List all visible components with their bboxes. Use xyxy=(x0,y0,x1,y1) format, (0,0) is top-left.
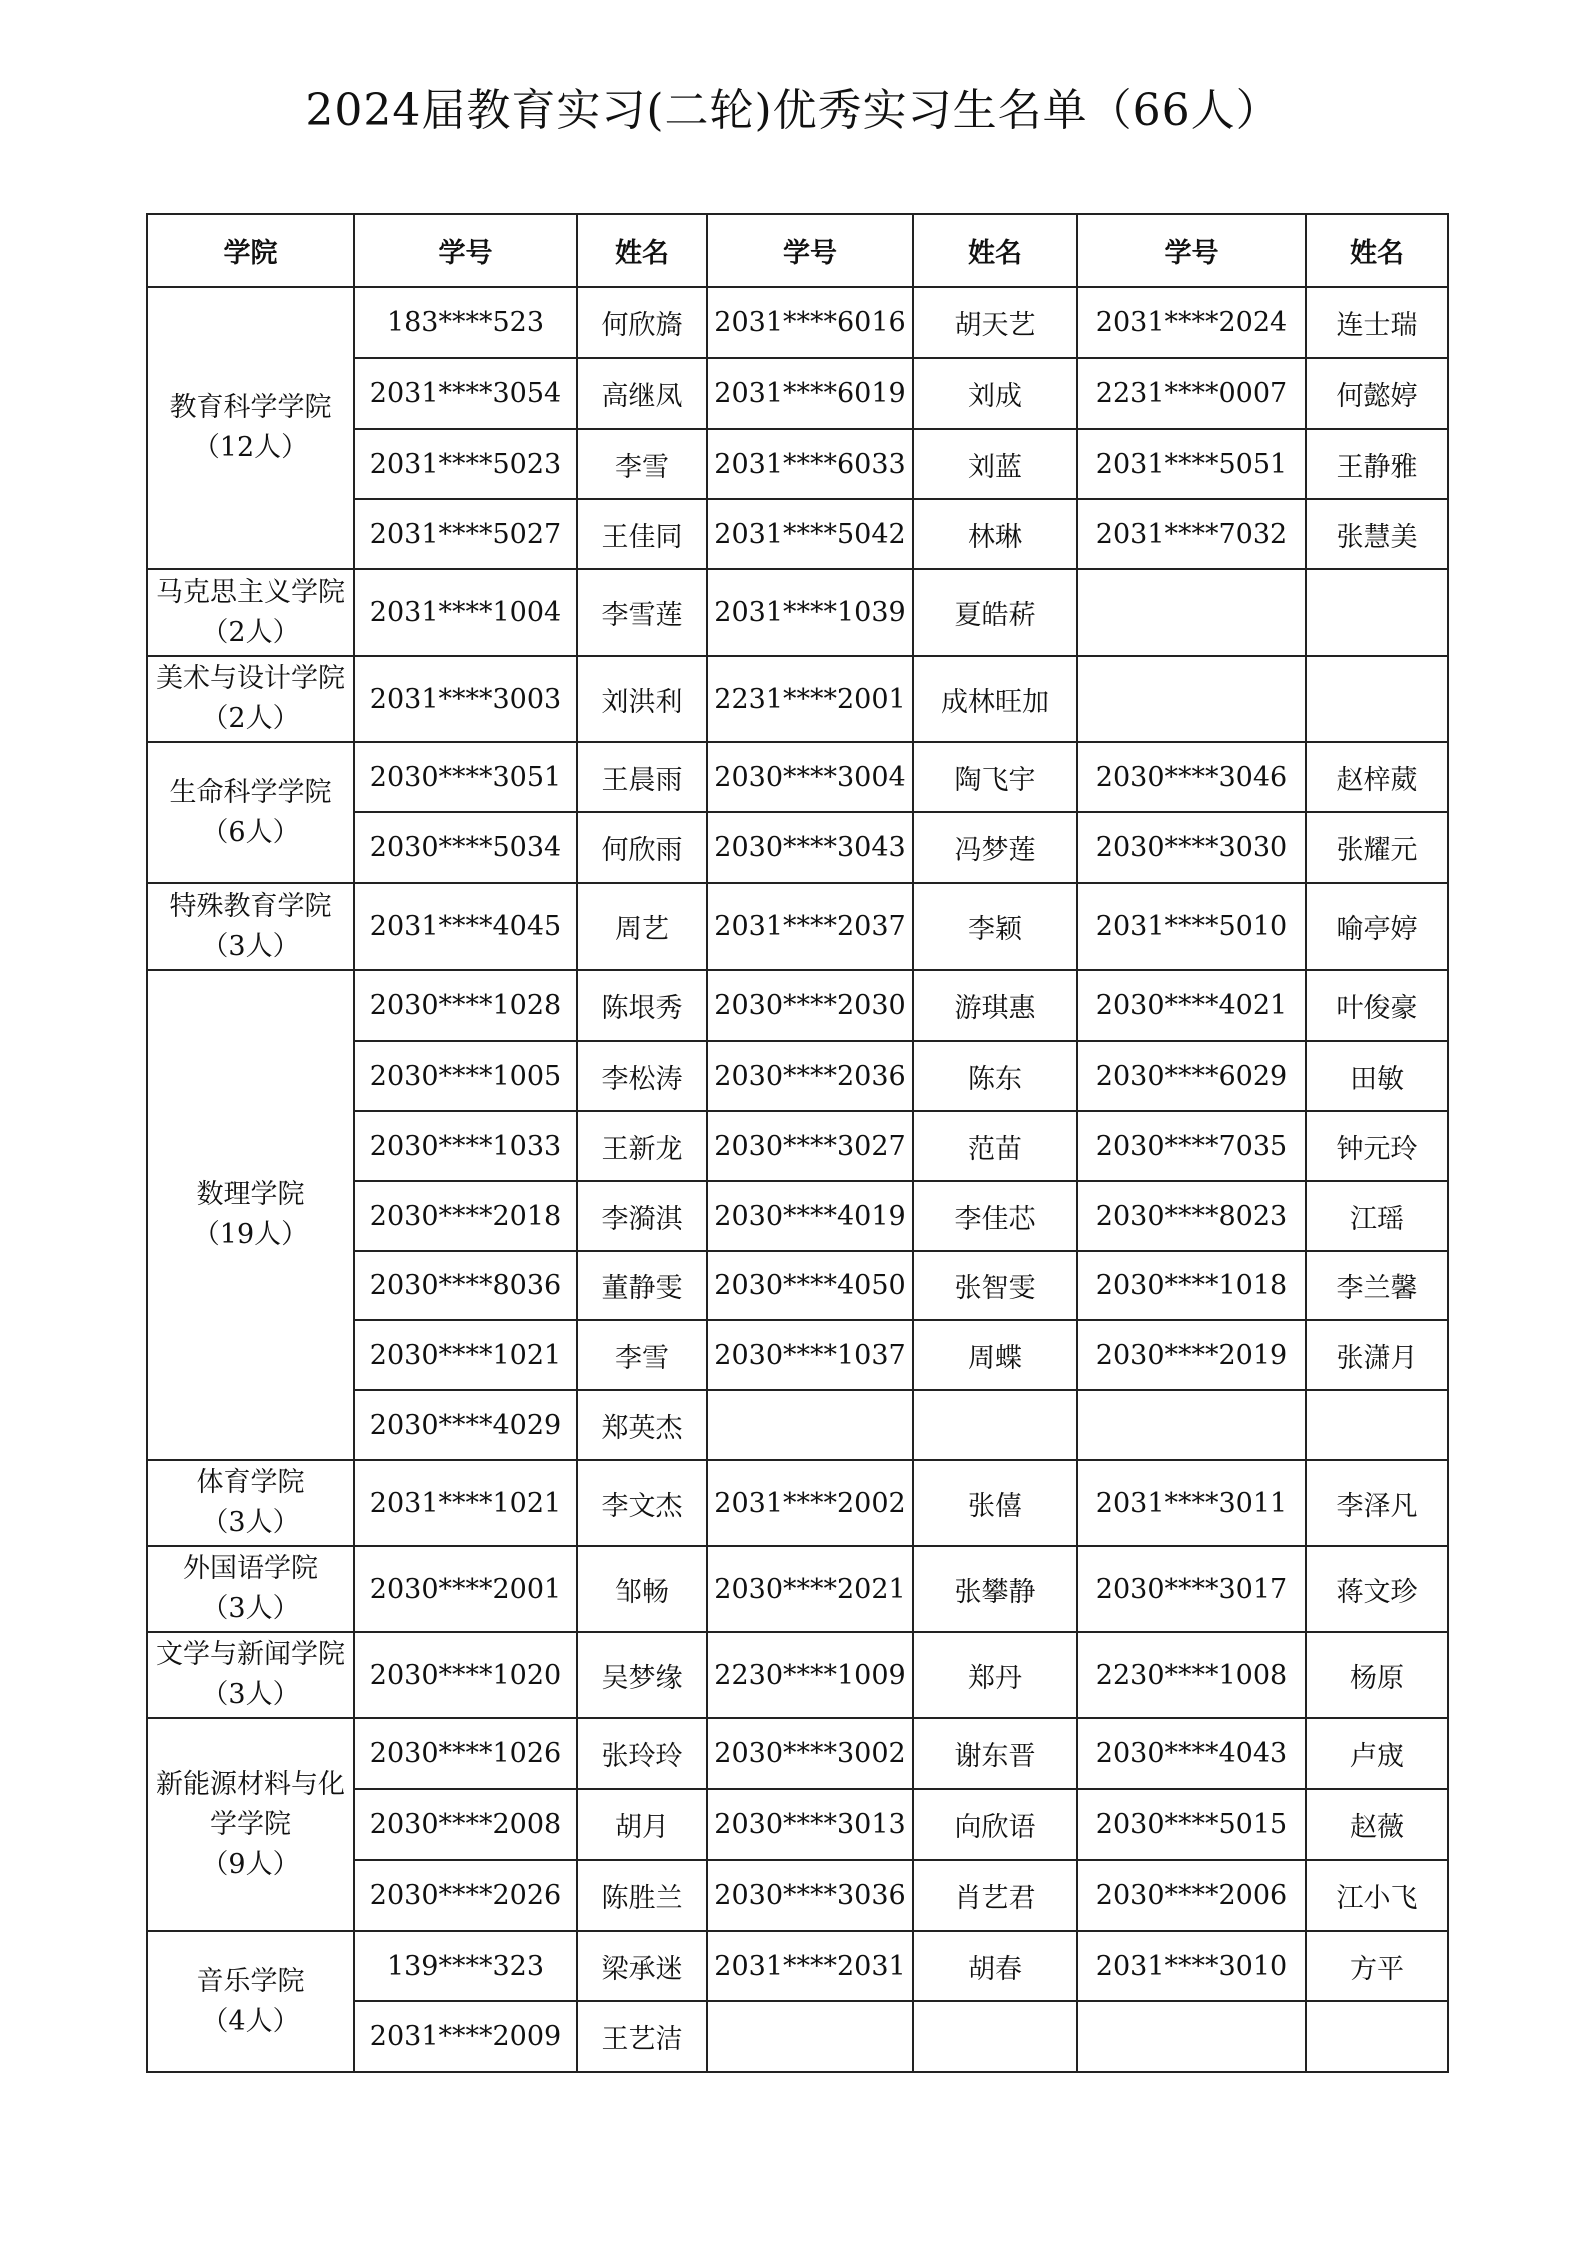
student-id-cell: 2030****1020 xyxy=(354,1632,577,1718)
student-name-cell: 高继凤 xyxy=(577,358,707,429)
student-id-cell: 2030****5015 xyxy=(1077,1789,1306,1860)
student-id-cell: 2230****1009 xyxy=(707,1632,913,1718)
student-name-cell: 王新龙 xyxy=(577,1111,707,1181)
student-id-cell: 2030****1037 xyxy=(707,1320,913,1390)
student-id-cell: 2030****1018 xyxy=(1077,1251,1306,1320)
college-cell xyxy=(147,1460,354,1546)
student-id-cell: 2231****2001 xyxy=(707,656,913,742)
student-name-cell: 冯梦莲 xyxy=(913,812,1077,883)
student-id-cell: 2030****2018 xyxy=(354,1181,577,1251)
college-cell xyxy=(147,1718,354,1931)
student-id-cell: 2030****3051 xyxy=(354,742,577,812)
student-name-cell: 郑英杰 xyxy=(577,1390,707,1460)
student-name-cell: 李漪淇 xyxy=(577,1181,707,1251)
college-name: 外国语学院 xyxy=(183,1553,318,1584)
college-name: 体育学院 xyxy=(196,1467,305,1498)
header-student-id: 学号 xyxy=(1077,214,1306,287)
student-id-cell: 2030****2006 xyxy=(1077,1860,1306,1931)
student-name-cell: 何懿婷 xyxy=(1306,358,1448,429)
student-name-cell: 刘洪利 xyxy=(577,656,707,742)
student-id-cell: 2030****3013 xyxy=(707,1789,913,1860)
student-name-cell: 陈垠秀 xyxy=(577,970,707,1041)
student-name-cell: 张僖 xyxy=(913,1460,1077,1546)
college-cell xyxy=(147,883,354,970)
student-id-cell: 2030****1021 xyxy=(354,1320,577,1390)
student-name-cell xyxy=(913,2001,1077,2072)
header-name: 姓名 xyxy=(913,214,1077,287)
college-name: 新能源材料与化学学院 xyxy=(156,1768,345,1840)
student-id-cell: 2030****3036 xyxy=(707,1860,913,1931)
student-name-cell: 范苗 xyxy=(913,1111,1077,1181)
student-id-cell: 2030****4019 xyxy=(707,1181,913,1251)
student-name-cell: 张玲玲 xyxy=(577,1718,707,1789)
college-count: （3人） xyxy=(201,1593,300,1624)
college-count: （12人） xyxy=(192,432,309,463)
student-id-cell xyxy=(1077,569,1306,656)
student-name-cell: 李雪 xyxy=(577,429,707,499)
student-name-cell: 李文杰 xyxy=(577,1460,707,1546)
student-name-cell: 张慧美 xyxy=(1306,499,1448,569)
student-name-cell: 李颖 xyxy=(913,883,1077,970)
student-id-cell: 2031****3003 xyxy=(354,656,577,742)
student-id-cell: 2030****3043 xyxy=(707,812,913,883)
college-name: 马克思主义学院 xyxy=(156,576,345,608)
student-name-cell: 陶飞宇 xyxy=(913,742,1077,812)
student-id-cell: 2031****5042 xyxy=(707,499,913,569)
college-cell xyxy=(147,287,354,569)
intern-roster-table xyxy=(146,213,1449,2073)
student-name-cell: 何欣雨 xyxy=(577,812,707,883)
header-name: 姓名 xyxy=(577,214,707,287)
student-id-cell: 2030****3004 xyxy=(707,742,913,812)
student-name-cell: 夏皓菥 xyxy=(913,569,1077,656)
table-header-row xyxy=(147,214,1448,287)
student-name-cell: 江瑶 xyxy=(1306,1181,1448,1251)
student-name-cell: 李松涛 xyxy=(577,1041,707,1111)
student-id-cell: 139****323 xyxy=(354,1931,577,2001)
student-name-cell: 田敏 xyxy=(1306,1041,1448,1111)
student-name-cell: 王佳同 xyxy=(577,499,707,569)
student-name-cell: 王艺洁 xyxy=(577,2001,707,2072)
table-row xyxy=(147,287,1448,358)
student-name-cell: 喻亭婷 xyxy=(1306,883,1448,970)
college-count: （3人） xyxy=(201,930,300,962)
student-name-cell: 李兰馨 xyxy=(1306,1251,1448,1320)
roster-body xyxy=(147,287,1448,2072)
header-student-id: 学号 xyxy=(354,214,577,287)
student-id-cell: 2030****2008 xyxy=(354,1789,577,1860)
student-id-cell: 2031****6033 xyxy=(707,429,913,499)
student-id-cell: 2030****3017 xyxy=(1077,1546,1306,1632)
student-id-cell xyxy=(1077,656,1306,742)
student-id-cell: 2031****1021 xyxy=(354,1460,577,1546)
student-name-cell: 梁承迷 xyxy=(577,1931,707,2001)
college-name: 文学与新闻学院 xyxy=(156,1639,345,1670)
student-id-cell: 2030****4043 xyxy=(1077,1718,1306,1789)
student-name-cell xyxy=(1306,656,1448,742)
college-cell xyxy=(147,1632,354,1718)
student-id-cell: 2031****3010 xyxy=(1077,1931,1306,2001)
student-id-cell: 2031****2002 xyxy=(707,1460,913,1546)
student-name-cell: 陈东 xyxy=(913,1041,1077,1111)
student-id-cell: 2030****1033 xyxy=(354,1111,577,1181)
college-cell xyxy=(147,656,354,742)
student-name-cell xyxy=(1306,569,1448,656)
student-name-cell: 赵薇 xyxy=(1306,1789,1448,1860)
college-count: （2人） xyxy=(201,616,300,648)
student-name-cell: 陈胜兰 xyxy=(577,1860,707,1931)
student-name-cell: 成林旺加 xyxy=(913,656,1077,742)
table-row xyxy=(147,883,1448,970)
table-row xyxy=(147,742,1448,812)
student-name-cell: 周蝶 xyxy=(913,1320,1077,1390)
student-id-cell: 2031****5051 xyxy=(1077,429,1306,499)
student-id-cell: 2031****6019 xyxy=(707,358,913,429)
student-id-cell xyxy=(707,1390,913,1460)
college-count: （9人） xyxy=(201,1848,300,1880)
student-id-cell: 2031****7032 xyxy=(1077,499,1306,569)
student-id-cell: 2031****1039 xyxy=(707,569,913,656)
student-name-cell: 郑丹 xyxy=(913,1632,1077,1718)
student-name-cell xyxy=(1306,2001,1448,2072)
student-id-cell: 2031****6016 xyxy=(707,287,913,358)
college-name: 数理学院 xyxy=(196,1179,305,1210)
student-name-cell: 胡春 xyxy=(913,1931,1077,2001)
student-id-cell: 2030****4029 xyxy=(354,1390,577,1460)
table-row xyxy=(147,1546,1448,1632)
student-id-cell xyxy=(1077,2001,1306,2072)
student-name-cell: 游琪惠 xyxy=(913,970,1077,1041)
table-row xyxy=(147,970,1448,1041)
student-name-cell: 张攀静 xyxy=(913,1546,1077,1632)
student-id-cell: 2031****2024 xyxy=(1077,287,1306,358)
student-id-cell: 2030****8036 xyxy=(354,1251,577,1320)
student-id-cell xyxy=(1077,1390,1306,1460)
college-count: （3人） xyxy=(201,1679,300,1710)
college-cell xyxy=(147,1931,354,2072)
student-name-cell: 方平 xyxy=(1306,1931,1448,2001)
student-id-cell: 2030****5034 xyxy=(354,812,577,883)
table-row xyxy=(147,656,1448,742)
college-cell xyxy=(147,1546,354,1632)
student-name-cell: 刘成 xyxy=(913,358,1077,429)
student-id-cell: 2030****4021 xyxy=(1077,970,1306,1041)
student-id-cell: 2030****2001 xyxy=(354,1546,577,1632)
college-count: （4人） xyxy=(201,2005,300,2037)
student-id-cell: 2030****2026 xyxy=(354,1860,577,1931)
student-id-cell: 2030****6029 xyxy=(1077,1041,1306,1111)
student-name-cell: 杨原 xyxy=(1306,1632,1448,1718)
student-name-cell: 李泽凡 xyxy=(1306,1460,1448,1546)
table-row xyxy=(147,569,1448,656)
student-name-cell: 邹畅 xyxy=(577,1546,707,1632)
student-name-cell: 王晨雨 xyxy=(577,742,707,812)
student-id-cell: 2030****2036 xyxy=(707,1041,913,1111)
student-id-cell: 2030****2030 xyxy=(707,970,913,1041)
student-name-cell: 董静雯 xyxy=(577,1251,707,1320)
student-name-cell: 刘蓝 xyxy=(913,429,1077,499)
student-id-cell xyxy=(707,2001,913,2072)
student-name-cell: 李佳芯 xyxy=(913,1181,1077,1251)
header-college: 学院 xyxy=(147,214,354,287)
college-name: 特殊教育学院 xyxy=(169,890,332,922)
header-name: 姓名 xyxy=(1306,214,1448,287)
student-name-cell: 赵梓葳 xyxy=(1306,742,1448,812)
student-id-cell: 2031****5010 xyxy=(1077,883,1306,970)
table-row xyxy=(147,1718,1448,1789)
table-row xyxy=(147,1460,1448,1546)
student-name-cell: 张潇月 xyxy=(1306,1320,1448,1390)
college-name: 教育科学学院 xyxy=(169,392,332,423)
student-id-cell: 2030****3027 xyxy=(707,1111,913,1181)
student-name-cell: 何欣旖 xyxy=(577,287,707,358)
student-id-cell: 2031****5027 xyxy=(354,499,577,569)
student-id-cell: 2030****2019 xyxy=(1077,1320,1306,1390)
student-id-cell: 2030****2021 xyxy=(707,1546,913,1632)
student-id-cell: 2030****7035 xyxy=(1077,1111,1306,1181)
table-row xyxy=(147,1931,1448,2001)
student-id-cell: 2030****8023 xyxy=(1077,1181,1306,1251)
student-id-cell: 2030****1005 xyxy=(354,1041,577,1111)
student-name-cell: 林琳 xyxy=(913,499,1077,569)
student-name-cell: 蒋文珍 xyxy=(1306,1546,1448,1632)
student-name-cell xyxy=(913,1390,1077,1460)
student-name-cell: 肖艺君 xyxy=(913,1860,1077,1931)
student-name-cell: 李雪莲 xyxy=(577,569,707,656)
student-id-cell: 2030****3002 xyxy=(707,1718,913,1789)
student-id-cell: 2031****5023 xyxy=(354,429,577,499)
student-id-cell: 2030****3030 xyxy=(1077,812,1306,883)
student-name-cell: 张耀元 xyxy=(1306,812,1448,883)
student-name-cell: 向欣语 xyxy=(913,1789,1077,1860)
student-name-cell xyxy=(1306,1390,1448,1460)
student-id-cell: 2031****3054 xyxy=(354,358,577,429)
college-name: 美术与设计学院 xyxy=(156,663,345,694)
college-count: （19人） xyxy=(192,1219,309,1250)
student-id-cell: 2031****4045 xyxy=(354,883,577,970)
student-id-cell: 2030****3046 xyxy=(1077,742,1306,812)
student-name-cell: 卢宬 xyxy=(1306,1718,1448,1789)
college-cell xyxy=(147,742,354,883)
table-row xyxy=(147,1632,1448,1718)
student-id-cell: 2031****2009 xyxy=(354,2001,577,2072)
student-name-cell: 李雪 xyxy=(577,1320,707,1390)
student-name-cell: 叶俊豪 xyxy=(1306,970,1448,1041)
student-id-cell: 2031****3011 xyxy=(1077,1460,1306,1546)
student-name-cell: 连士瑞 xyxy=(1306,287,1448,358)
student-id-cell: 2030****4050 xyxy=(707,1251,913,1320)
student-name-cell: 张智雯 xyxy=(913,1251,1077,1320)
college-name: 音乐学院 xyxy=(196,1965,305,1997)
header-student-id: 学号 xyxy=(707,214,913,287)
student-name-cell: 胡天艺 xyxy=(913,287,1077,358)
student-id-cell: 2031****2031 xyxy=(707,1931,913,2001)
student-name-cell: 谢东晋 xyxy=(913,1718,1077,1789)
student-id-cell: 2031****2037 xyxy=(707,883,913,970)
college-cell xyxy=(147,569,354,656)
college-count: （6人） xyxy=(201,816,300,848)
student-name-cell: 钟元玲 xyxy=(1306,1111,1448,1181)
college-name: 生命科学学院 xyxy=(169,776,332,808)
student-id-cell: 2030****1026 xyxy=(354,1718,577,1789)
student-id-cell: 2030****1028 xyxy=(354,970,577,1041)
college-count: （2人） xyxy=(201,703,300,734)
college-count: （3人） xyxy=(201,1507,300,1538)
college-cell xyxy=(147,970,354,1460)
student-name-cell: 吴梦缘 xyxy=(577,1632,707,1718)
student-id-cell: 2231****0007 xyxy=(1077,358,1306,429)
student-name-cell: 周艺 xyxy=(577,883,707,970)
document-title: 2024届教育实习(二轮)优秀实习生名单（66人） xyxy=(305,85,1281,136)
student-name-cell: 王静雅 xyxy=(1306,429,1448,499)
student-name-cell: 江小飞 xyxy=(1306,1860,1448,1931)
student-id-cell: 2230****1008 xyxy=(1077,1632,1306,1718)
student-id-cell: 2031****1004 xyxy=(354,569,577,656)
student-id-cell: 183****523 xyxy=(354,287,577,358)
student-name-cell: 胡月 xyxy=(577,1789,707,1860)
